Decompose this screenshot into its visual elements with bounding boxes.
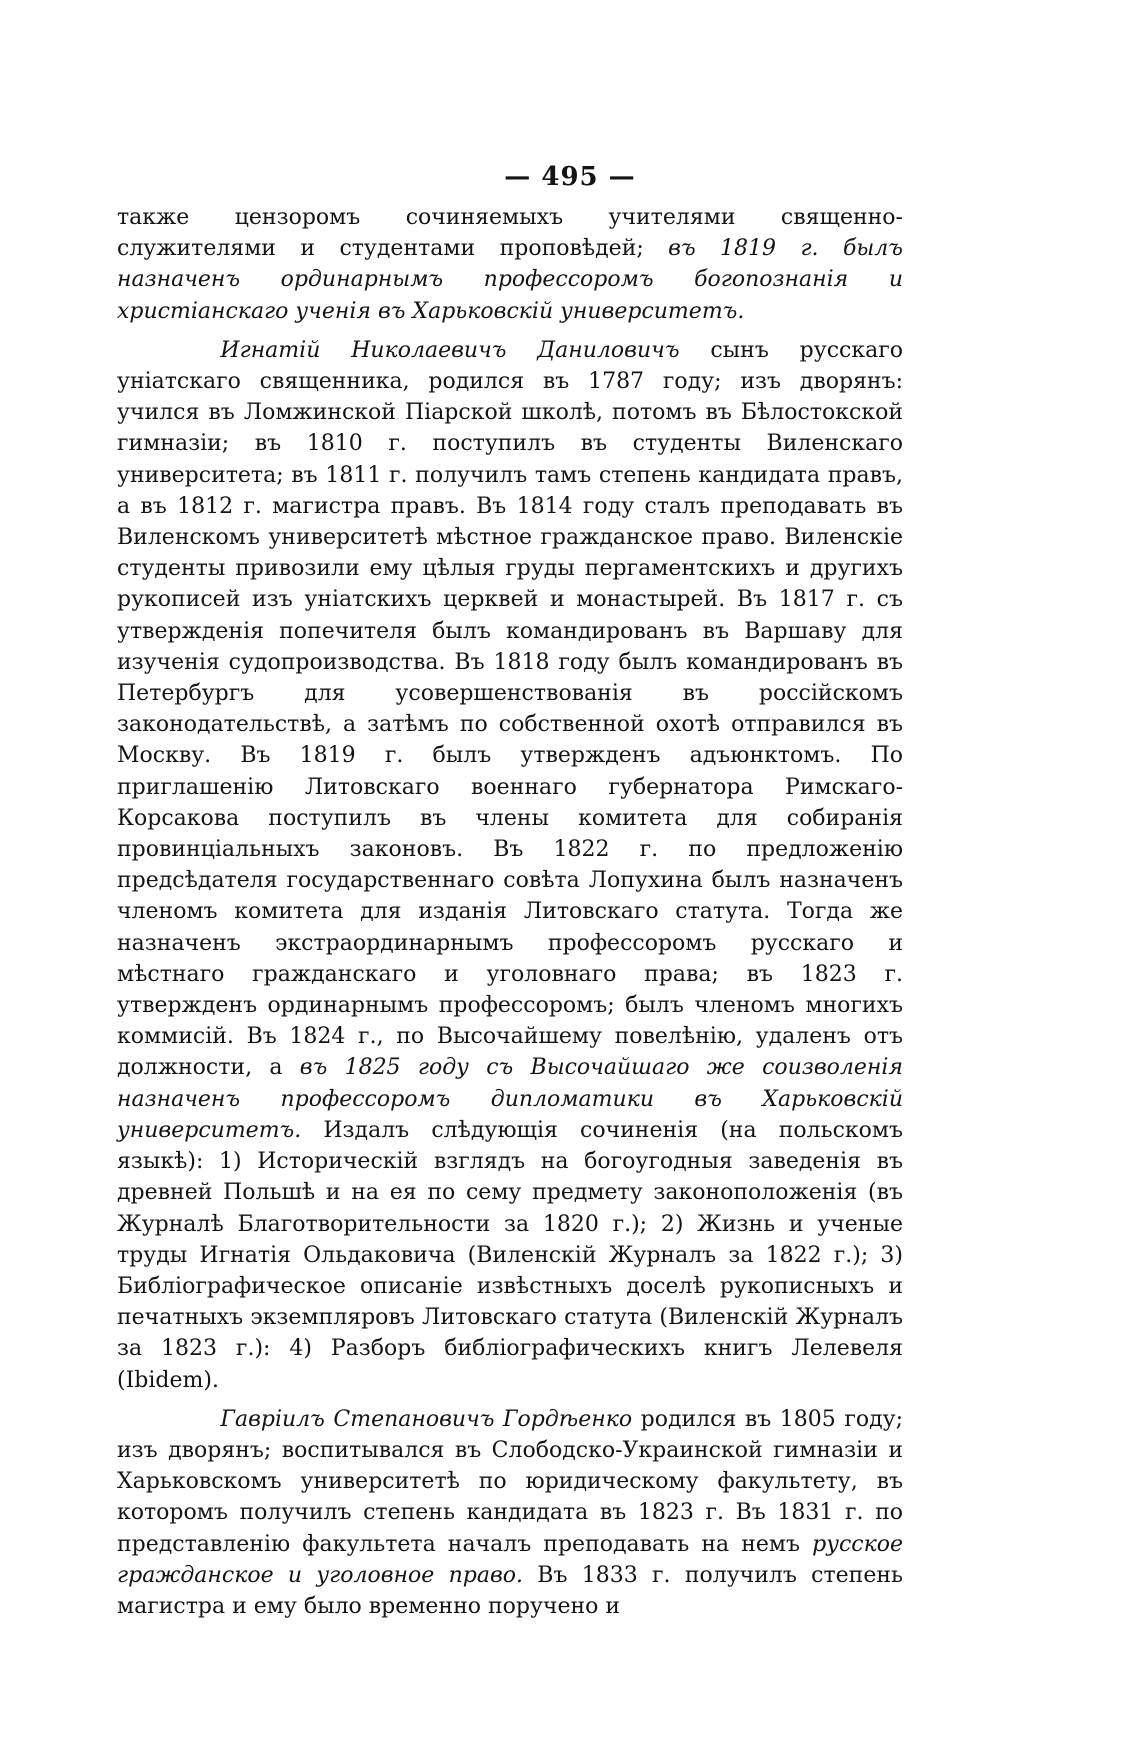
- text-segment: сынъ русскаго уніатскаго священника, родился въ 1787 году; изъ дворянъ: учился въ Ломжинской Піарской школѣ, потомъ въ Бѣлостокской гимназіи; въ 1810 г. поступилъ въ студенты Виленскаго университета; въ 1811 г. получилъ тамъ степень кандидата правъ, а въ 1812 г. магистра правъ. Въ 1814 году сталъ преподавать въ Виленскомъ университетѣ мѣстное гражданское право. Виленскіе студенты привозили ему цѣлыя груды пергаментскихъ и другихъ рукописей изъ уніатскихъ церквей и монастырей. Въ 1817 г. съ утвержденія попечителя былъ командированъ въ Варшаву для изученія судопроизводства. Въ 1818 году былъ командированъ въ Петербургъ для усовершенствованія въ россійскомъ законодательствѣ, а затѣмъ по собственной охотѣ отправился въ Москву. Въ 1819 г. былъ утвержденъ адъюнктомъ. По приглашенію Литовскаго военнаго губернатора Римскаго-Корсакова поступилъ въ члены комитета для собиранія провинціальныхъ законовъ. Въ 1822 г. по предложенію предсѣдателя государственнаго совѣта Лопухина былъ назначенъ членомъ комитета для изданія Литовскаго статута. Тогда же назначенъ экстраординарнымъ профессоромъ русскаго и мѣстнаго гражданскаго и уголовнаго права; въ 1823 г. утвержденъ ординарнымъ профессоромъ; былъ членомъ многихъ коммисій. Въ 1824 г., по Высочайшему повелѣнію, удаленъ отъ должности, а: [117, 337, 903, 1081]
- text-segment-italic: въ 1819 г. былъ назначенъ ординарнымъ профессоромъ богопознанія и христіанскаго ученія въ Харьковскій университетъ.: [117, 236, 903, 324]
- text-segment: Издалъ слѣдующія сочиненія (на польскомъ языкѣ): 1) Историческій взглядъ на богоугодныя заведенія въ древней Польшѣ и на ея по сему предмету законоположенія (въ Журналѣ Благотворительности за 1820 г.); 2) Жизнь и ученые труды Игнатія Ольдаковича (Виленскій Журналъ за 1822 г.); 3) Библіографическое описаніе извѣстныхъ доселѣ рукописныхъ и печатныхъ экземпляровъ Литовскаго статута (Виленскій Журналъ за 1823 г.): 4) Разборъ библіографическихъ книгъ Лелевеля (Ibidem).: [117, 1117, 903, 1393]
- paragraph-danilovich: [117, 335, 903, 1396]
- page-number: — 495 —: [504, 162, 636, 192]
- person-name-gordeenko: Гавріилъ Степановичъ Гордѣенко: [220, 1406, 633, 1432]
- paragraph-gordeenko: [117, 1404, 903, 1622]
- text-segment: также цензоромъ сочиняемыхъ учителями священно-служителями и студентами проповѣдей;: [117, 205, 903, 262]
- main-text: [117, 202, 903, 1622]
- text-segment-italic: въ 1825 году съ Высочайшаго же соизволенія назначенъ профессоромъ дипломатики въ Харьковскій университетъ.: [117, 1055, 904, 1143]
- text-segment-italic: русское гражданское и уголовное право.: [117, 1531, 903, 1588]
- text-segment: Въ 1833 г. получилъ степень магистра и ему было временно поручено и: [117, 1562, 903, 1619]
- text-segment: родился въ 1805 году; изъ дворянъ; воспитывался въ Слободско-Украинской гимназіи и Харьковскомъ университетѣ по юридическому факультету, въ которомъ получилъ степень кандидата въ 1823 г. Въ 1831 г. по представленію факультета началъ преподавать на немъ: [117, 1406, 903, 1557]
- person-name-danilovich: Игнатій Николаевичъ Даниловичъ: [220, 337, 680, 363]
- paragraph-censor-ending: [117, 202, 903, 327]
